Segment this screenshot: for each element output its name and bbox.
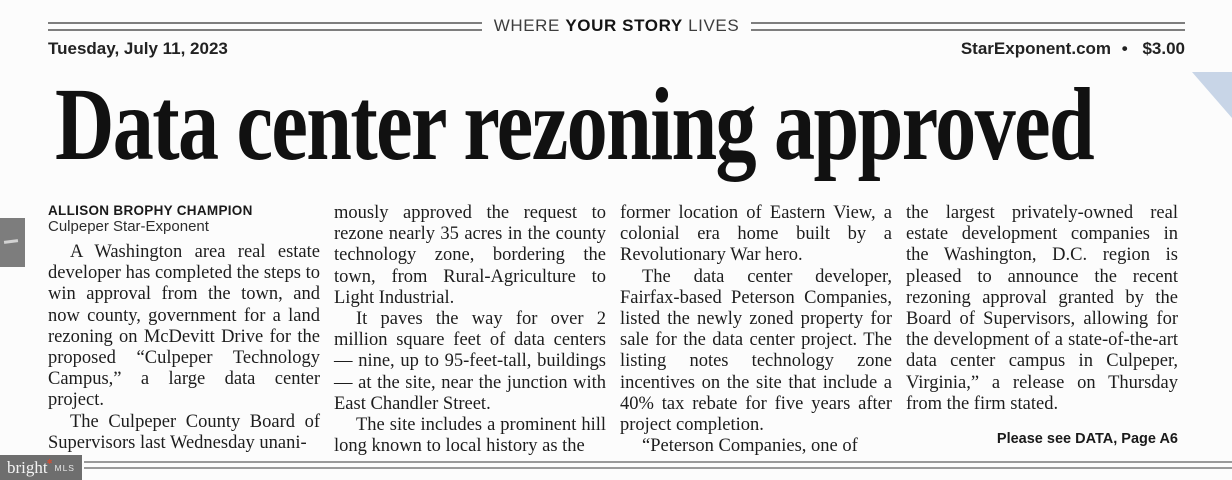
jump-reference: DATA, <box>1075 431 1118 448</box>
paragraph: A Washington area real estate developer has completed the steps to win approval from the town, and now county, government for a land rezoning on McDevitt Drive for the proposed “Culpeper Technology Campus,” a large data center project. <box>48 242 320 411</box>
tagline <box>482 16 752 36</box>
article-column-3 <box>620 203 892 457</box>
paragraph: The Culpeper County Board of Supervisors last Wednesday unani- <box>48 411 320 453</box>
footer-rule <box>84 461 1232 469</box>
masthead-right <box>957 39 1185 59</box>
paragraph: mously approved the request to rezone nearly 35 acres in the county technology zone, bordering the town, from Rural-Agriculture to Light Industrial. <box>334 203 606 308</box>
paragraph: It paves the way for over 2 million square feet of data centers — nine, up to 95-feet-tall, buildings — at the site, near the junction with East Chandler Street. <box>334 309 606 414</box>
paragraph: The data center developer, Fairfax-based Peterson Companies, listed the newly zoned property for sale for the data center project. The listing notes technology zone incentives on the site that include a 40% tax rebate for five years after project completion. <box>620 266 892 436</box>
logo-brand-text: bright <box>7 458 48 477</box>
continuation-notice <box>906 431 1178 447</box>
article-body <box>48 203 1184 457</box>
tagline-rule-right <box>751 22 1185 31</box>
edge-tab-dash-icon <box>4 239 18 244</box>
tagline-post: LIVES <box>688 16 740 35</box>
scan-edge-tab <box>0 218 25 267</box>
issue-price: $3.00 <box>1142 39 1185 58</box>
paragraph: The site includes a prominent hill long known to local history as the <box>334 415 606 457</box>
site-url: StarExponent.com <box>960 39 1112 58</box>
tagline-row <box>48 16 1185 36</box>
logo-star-icon: ✱ <box>46 457 53 466</box>
bright-mls-logo <box>0 455 82 480</box>
main-headline: Data center rezoning approved <box>55 67 1094 182</box>
paragraph: former location of Eastern View, a colonial era home built by a Revolutionary War hero. <box>620 203 892 266</box>
issue-date: Tuesday, July 11, 2023 <box>48 39 228 58</box>
article-column-1 <box>48 203 320 457</box>
masthead-info-row <box>48 39 1185 59</box>
bullet-separator: • <box>1121 39 1128 58</box>
byline-author: ALLISON BROPHY CHAMPION <box>48 203 253 218</box>
tagline-emphasis: YOUR STORY <box>565 16 683 35</box>
article-column-4 <box>906 203 1178 457</box>
article-column-2 <box>334 203 606 457</box>
logo-suffix-text: MLS <box>54 462 75 473</box>
jump-post: Page A6 <box>1117 431 1178 448</box>
paragraph: the largest privately-owned real estate development companies in the Washington, D.C. region is pleased to announce the recent rezoning approval granted by the Board of Supervisors, allowing for the development of a state-of-the-art data center campus in Culpeper, Virginia,” a release on Thursday from the firm stated. <box>906 203 1178 414</box>
masthead <box>0 0 1232 59</box>
tagline-rule-left <box>48 22 482 31</box>
jump-pre: Please see <box>996 431 1076 448</box>
tagline-pre: WHERE <box>493 16 560 35</box>
byline-organization: Culpeper Star-Exponent <box>48 218 209 235</box>
page-corner-fold <box>1192 72 1232 118</box>
paragraph: “Peterson Companies, one of <box>642 436 858 457</box>
